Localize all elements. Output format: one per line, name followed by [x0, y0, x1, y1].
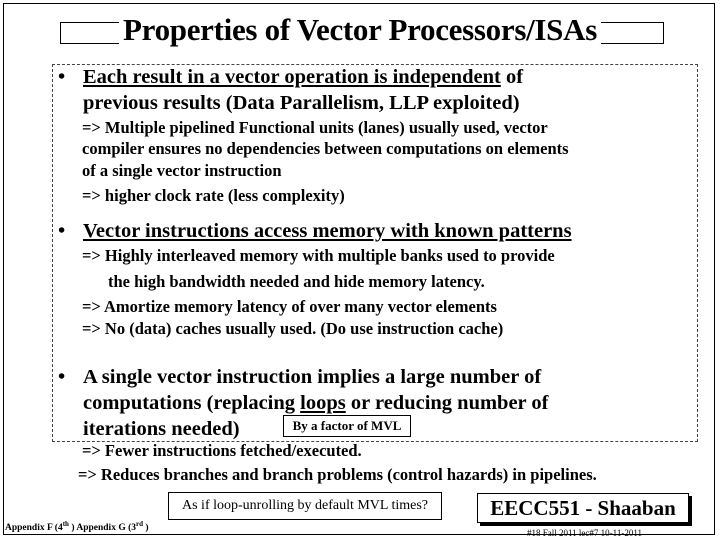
factor-note-box: By a factor of MVL [283, 415, 411, 437]
loop-unrolling-note: As if loop-unrolling by default MVL times? [168, 492, 442, 520]
bullet-2-sub-4: => No (data) caches usually used. (Do use instruction cache) [82, 319, 504, 338]
bullet-2-sub-2: the high bandwidth needed and hide memory latency. [108, 272, 485, 291]
lecture-info: #18 Fall 2011 lec#7 10-11-2011 [527, 528, 642, 538]
bullet-2-line-1: Vector instructions access memory with known patterns [83, 220, 572, 242]
bullet-1-sub-4: => higher clock rate (less complexity) [82, 186, 345, 205]
bullet-marker: • [58, 220, 66, 242]
bullet-marker: • [58, 366, 66, 388]
bullet-1-sub-2: compiler ensures no dependencies between computations on elements [82, 139, 569, 158]
bullet-3-line-1: A single vector instruction implies a large number of [83, 366, 542, 388]
bullet-3-sub-2: => Reduces branches and branch problems (control hazards) in pipelines. [78, 465, 597, 484]
bullet-1-sub-3: of a single vector instruction [82, 161, 282, 180]
bullet-marker: • [58, 66, 66, 88]
bullet-1-sub-1: => Multiple pipelined Functional units (lanes) usually used, vector [82, 118, 548, 137]
course-badge: EECC551 - Shaaban [477, 493, 689, 523]
slide-title: Properties of Vector Processors/ISAs [0, 10, 720, 50]
appendix-reference: Appendix F (4th ) Appendix G (3rd ) [5, 520, 149, 534]
bullet-1-line-1: Each result in a vector operation is independent of [83, 66, 524, 88]
bullet-3-sub-1: => Fewer instructions fetched/executed. [82, 441, 362, 460]
bullet-2-sub-1: => Highly interleaved memory with multiple banks used to provide [82, 246, 555, 265]
bullet-2-sub-3: => Amortize memory latency of over many vector elements [82, 297, 497, 316]
